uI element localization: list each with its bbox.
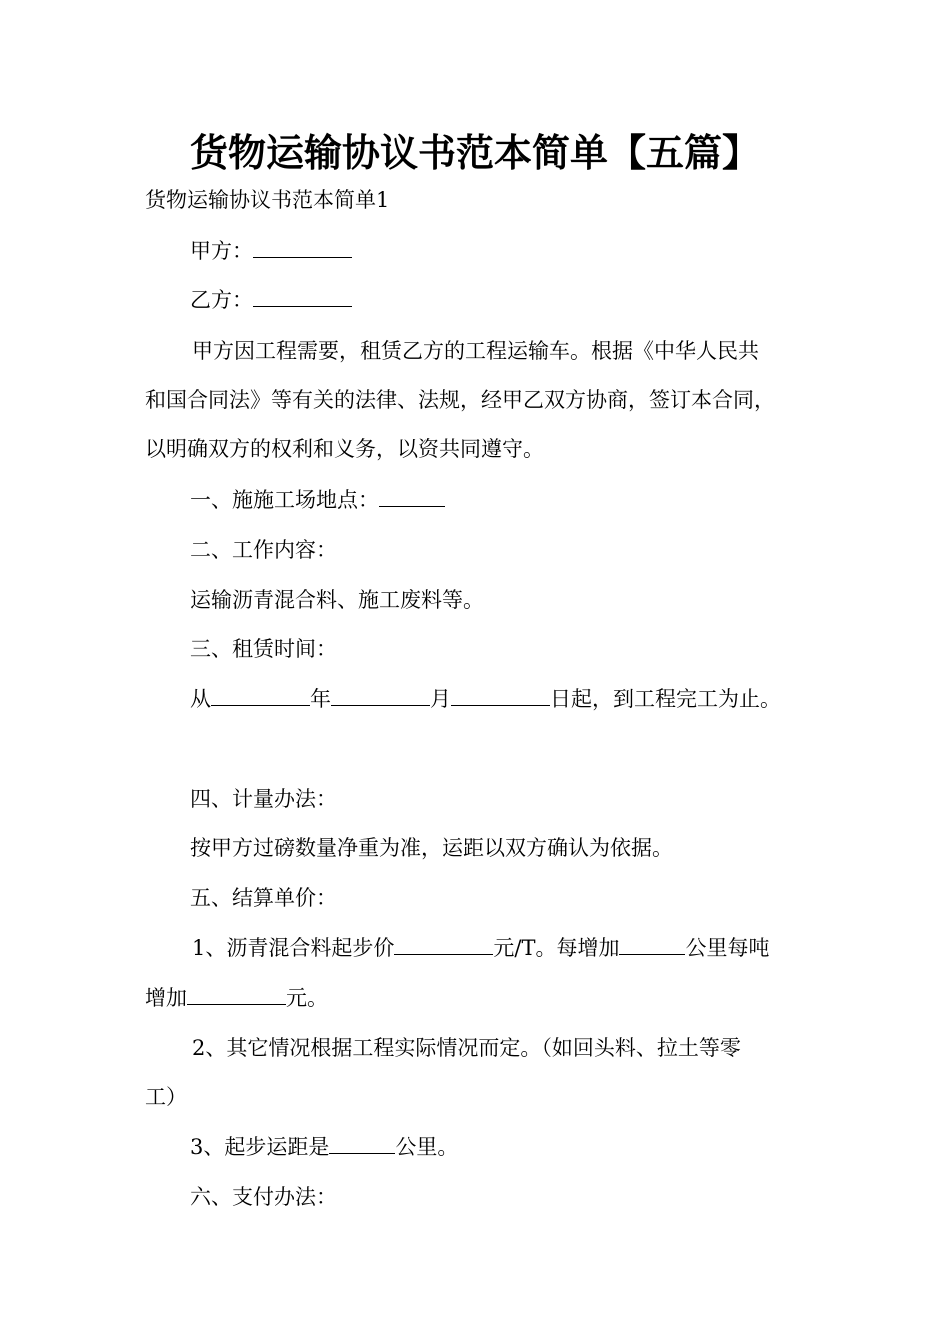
- party-a-line: [190, 236, 352, 266]
- item-1-part-b: 元/T。每增加: [493, 936, 620, 960]
- start-distance-blank: [329, 1132, 395, 1154]
- section-1-heading: 一、施施工场地点：: [190, 488, 379, 512]
- start-price-blank: [394, 933, 493, 955]
- section-3-year: 年: [310, 687, 331, 711]
- section-5-heading: 五、结算单价：: [190, 886, 337, 910]
- party-a-label: 甲方：: [190, 239, 253, 263]
- intro-line-3: 以明确双方的权利和义务，以资共同遵守。: [145, 437, 544, 461]
- item-1-part-a: 1、沥青混合料起步价: [192, 936, 395, 960]
- intro-line-1: 甲方因工程需要，租赁乙方的工程运输车。根据《中华人民共: [192, 339, 759, 363]
- intro-line-2: 和国合同法》等有关的法律、法规，经甲乙双方协商，签订本合同，: [145, 388, 775, 412]
- month-blank: [331, 684, 430, 706]
- section-6-heading: 六、支付办法：: [190, 1185, 337, 1209]
- section-5-item-1-cont: [145, 983, 328, 1013]
- party-b-blank: [253, 285, 352, 307]
- section-1-blank: [379, 485, 445, 507]
- section-3-heading: 三、租赁时间：: [190, 637, 337, 661]
- item-1-part-e: 元。: [286, 986, 328, 1010]
- section-5-item-2: 2、其它情况根据工程实际情况而定。（如回头料、拉土等零: [192, 1036, 741, 1060]
- party-b-label: 乙方：: [190, 288, 253, 312]
- item-1-part-c: 公里每吨: [685, 936, 770, 960]
- document-title: 货物运输协议书范本简单【五篇】: [189, 130, 760, 175]
- section-1-line: [190, 485, 445, 515]
- section-5-item-3: [190, 1132, 458, 1162]
- section-3-from: 从: [190, 687, 211, 711]
- item-3-part-a: 3、起步运距是: [190, 1135, 330, 1159]
- section-3-month: 月: [430, 687, 451, 711]
- year-blank: [211, 684, 310, 706]
- section-3-body: [190, 684, 781, 714]
- section-5-item-1: [192, 933, 769, 963]
- section-2-heading: 二、工作内容：: [190, 538, 337, 562]
- km-blank: [619, 933, 685, 955]
- party-b-line: [190, 285, 352, 315]
- increase-price-blank: [187, 983, 286, 1005]
- section-5-item-2-cont: 工）: [145, 1085, 187, 1109]
- section-3-end: 日起，到工程完工为止。: [550, 687, 781, 711]
- section-4-body: 按甲方过磅数量净重为准，运距以双方确认为依据。: [190, 836, 673, 860]
- item-3-part-b: 公里。: [395, 1135, 459, 1159]
- item-1-part-d: 增加: [145, 986, 187, 1010]
- day-blank: [451, 684, 550, 706]
- subtitle: 货物运输协议书范本简单1: [145, 188, 390, 212]
- section-4-heading: 四、计量办法：: [190, 787, 337, 811]
- section-2-body: 运输沥青混合料、施工废料等。: [190, 588, 484, 612]
- party-a-blank: [253, 236, 352, 258]
